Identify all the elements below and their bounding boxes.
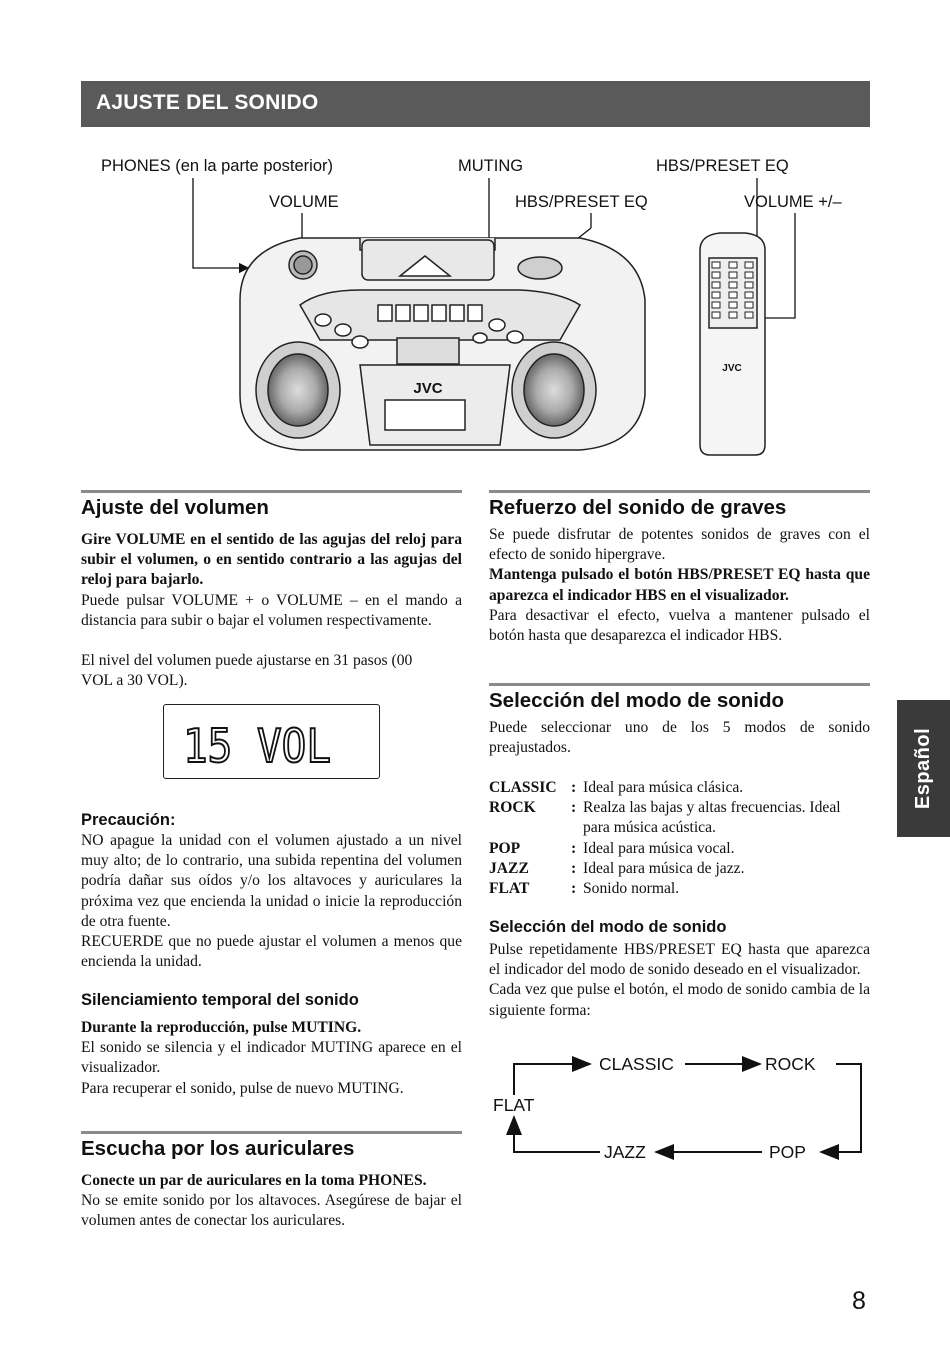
boombox-brand-logo: JVC <box>413 380 443 397</box>
cycle-pop: POP <box>769 1142 806 1162</box>
mode-name: JAZZ <box>489 859 529 877</box>
device-diagram <box>0 0 950 470</box>
mode-name: ROCK <box>489 799 536 817</box>
cycle-classic: CLASSIC <box>599 1054 674 1074</box>
mode-item-jazz: JAZZ : Ideal para música de jazz. <box>489 859 870 879</box>
mode-item-flat: FLAT : Sonido normal. <box>489 879 870 899</box>
sound-mode-select-subtitle: Selección del modo de sonido <box>489 918 727 936</box>
mode-name: POP <box>489 839 521 857</box>
caution-text: NO apague la unidad con el volumen ajustado a un nivel muy alto; de lo contrario, una subida repentina del volumen podría dañar sus oídos y/o los altavoces y auriculares la próxima vez que encienda la unidad o inicie la reproducción de otra fuente. <box>81 832 462 930</box>
cycle-jazz: JAZZ <box>604 1142 646 1162</box>
sound-mode-cycle-intro: Cada vez que pulse el botón, el modo de sonido cambia de la siguiente forma: <box>489 981 870 1019</box>
callout-hbs-unit: HBS/PRESET EQ <box>515 193 648 211</box>
boombox-unit <box>240 238 645 450</box>
remote-brand-logo: JVC <box>722 363 742 374</box>
mode-desc: Sonido normal. <box>583 880 680 898</box>
headphones-instruction: Conecte un par de auriculares en la toma PHONES. <box>81 1172 427 1189</box>
mode-desc: Ideal para música vocal. <box>583 839 735 857</box>
sound-mode-select-body <box>489 940 870 1021</box>
volume-section-rule <box>81 490 462 493</box>
callout-muting: MUTING <box>458 157 524 175</box>
headphones-section-rule <box>81 1131 462 1134</box>
mode-desc: Ideal para música de jazz. <box>583 859 745 877</box>
bass-section-body <box>489 525 870 646</box>
callout-phones: PHONES (en la parte posterior) <box>101 157 334 175</box>
mode-item-pop: POP : Ideal para música vocal. <box>489 839 870 859</box>
mode-desc: Realza las bajas y altas frecuencias. Ideal para música acústica. <box>583 799 841 837</box>
mode-name: CLASSIC <box>489 779 557 796</box>
volume-instruction: Gire VOLUME en el sentido de las agujas del reloj para subir el volumen, o en sentido contrario a las agujas del reloj para bajarlo. <box>81 531 462 589</box>
cycle-flat: FLAT <box>493 1095 535 1115</box>
callout-volume: VOLUME <box>269 193 339 211</box>
caution-reminder: RECUERDE que no puede ajustar el volumen a menos que encienda la unidad. <box>81 933 462 971</box>
language-tab-label: Español <box>912 727 935 810</box>
muting-section-body <box>81 1018 462 1099</box>
muting-restore-text: Para recuperar el sonido, pulse de nuevo MUTING. <box>81 1079 404 1097</box>
sound-mode-select-text: Pulse repetidamente HBS/PRESET EQ hasta que aparezca el indicador del modo de sonido deseado en el visualizador. <box>489 941 870 979</box>
mode-item-classic: CLASSIC : Ideal para música clásica. <box>489 778 870 798</box>
caution-title: Precaución: <box>81 811 176 829</box>
caution-body <box>81 831 462 972</box>
bass-disable-text: Para desactivar el efecto, vuelva a mantener pulsado el botón hasta que desaparezca el indicador HBS. <box>489 606 870 645</box>
callout-volume-plus-minus: VOLUME +/– <box>744 193 842 211</box>
remote-control <box>700 233 765 455</box>
bass-intro: Se puede disfrutar de potentes sonidos de graves con el efecto de sonido hipergrave. <box>489 526 870 564</box>
page-title: AJUSTE DEL SONIDO <box>96 91 319 114</box>
sound-mode-cycle-diagram <box>480 1045 880 1175</box>
volume-section-title: Ajuste del volumen <box>81 496 269 519</box>
bass-section-rule <box>489 490 870 493</box>
sound-mode-list <box>489 778 870 899</box>
mode-item-rock: ROCK : Realza las bajas y altas frecuencias. Ideal para música acústica. <box>489 798 870 838</box>
lcd-segments <box>163 704 381 780</box>
sound-mode-intro-text: Puede seleccionar uno de los 5 modos de sonido preajustados. <box>489 719 870 757</box>
page-number: 8 <box>852 1287 866 1315</box>
headphones-section-body <box>81 1171 462 1232</box>
callout-hbs-remote: HBS/PRESET EQ <box>656 157 789 175</box>
volume-steps-text: El nivel del volumen puede ajustarse en 31 pasos (00 VOL a 30 VOL). <box>81 652 413 690</box>
volume-section-body <box>81 530 462 691</box>
volume-remote-text: Puede pulsar VOLUME + o VOLUME – en el mando a distancia para subir o bajar el volumen respectivamente. <box>81 591 462 629</box>
bass-instruction: Mantenga pulsado el botón HBS/PRESET EQ hasta que aparezca el indicador HBS en el visualizador. <box>489 566 870 604</box>
headphones-text: No se emite sonido por los altavoces. Asegúrese de bajar el volumen antes de conectar los auriculares. <box>81 1192 462 1230</box>
sound-mode-section-rule <box>489 683 870 686</box>
sound-mode-section-title: Selección del modo de sonido <box>489 689 785 712</box>
bass-section-title: Refuerzo del sonido de graves <box>489 496 787 519</box>
mode-desc: Ideal para música clásica. <box>583 779 744 796</box>
mode-name: FLAT <box>489 880 530 898</box>
muting-effect-text: El sonido se silencia y el indicador MUTING aparece en el visualizador. <box>81 1039 462 1077</box>
sound-mode-intro <box>489 718 870 758</box>
cycle-rock: ROCK <box>765 1054 816 1074</box>
muting-instruction: Durante la reproducción, pulse MUTING. <box>81 1019 362 1036</box>
muting-section-title: Silenciamiento temporal del sonido <box>81 991 359 1009</box>
headphones-section-title: Escucha por los auriculares <box>81 1137 355 1160</box>
lcd-volume-readout: 15 VOL <box>183 719 331 773</box>
language-tab-label-wrap <box>897 700 950 837</box>
